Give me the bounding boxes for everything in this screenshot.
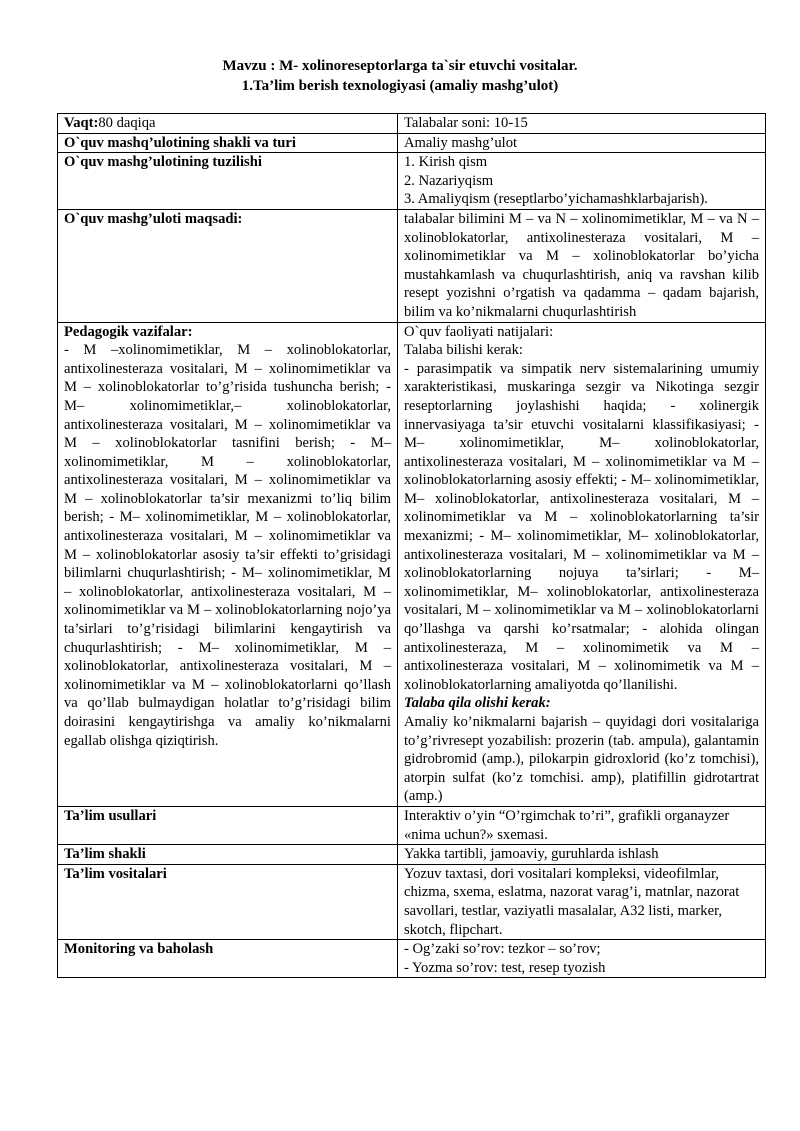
- time-label: Vaqt:: [64, 115, 99, 131]
- student-should-do-title: Talaba qila olishi kerak:: [404, 695, 551, 712]
- student-should-know-text: - parasimpatik va simpatik nerv sistemalarining umumiy xarakteristikasi, muskaringa sezgir va Nikotinga sezgir reseptorlarning joylashishi haqida; - xolinergik innervasiyaga ta’sir etuvchi vositalarni klassifikasiyasi; - M– xolinomimetiklar, M– xolinoblokatorlar, antixolinesteraza vositalari, M – xolinomimetiklar va M – xolinoblokatorlarning asosiy effekti; - M– xolinomimetiklar, M– xolinoblokatorlar, antixolinesteraza vositalari, M – xolinomimetiklar va M – xolinoblokatorlarning ta’sir mexanizmi; - M– xolinomimetiklar, M– xolinoblokatorlar, antixolinesteraza vositalari, M – xolinomimetiklar va M – xolinoblokatorlarning nojuya ta’sirlari; - M– xolinomimetiklar, M– xolinoblokatorlar, antixolinesteraza vositalari, M – xolinomimetiklar va M – xolinoblokatorlarni qo’llashga va qarshi ko’rsatmalar; - alohida olingan antixolinesteraza, M – xolinomimetik va M – antixolinesteraza vositalari, M – xolinomimetik va M – xolinoblokatorlarning amaliyotda qo’llanilishi.: [404, 360, 759, 693]
- list-item: 2. Nazariyqism: [404, 172, 494, 189]
- methods-value: Interaktiv o’yin “O’rgimchak to’ri”, grafikli organayzer «nima uchun?» sxemasi.: [398, 806, 766, 844]
- form-label: O`quv mashq’ulotining shakli va turi: [58, 133, 398, 153]
- goal-label: O`quv mashg’uloti maqsadi:: [58, 209, 398, 322]
- table-row: [58, 806, 766, 844]
- goal-value: talabalar bilimini M – va N – xolinomimetiklar, M – va N – xolinoblokatorlar, antixolinesteraza vositalari, M – xolinomimetiklar va M – xolinoblokatorlar bo’yicha mustahkamlash va chuqurlashtirish, aniq va ravshan kilib resept yozishni o’rgatish va qadamma – qadam bajarish, bilim va ko’nikmalarni chuqurlashtirish: [398, 209, 766, 322]
- table-row: [58, 114, 766, 134]
- structure-value: [398, 153, 766, 210]
- learning-outcomes: [398, 322, 766, 806]
- table-row: [58, 940, 766, 978]
- list-item: 3. Amaliyqism (reseptlarbo’yichamashklarbajarish).: [404, 191, 708, 208]
- methods-label: Ta’lim usullari: [58, 806, 398, 844]
- time-value: 80 daqiqa: [98, 115, 156, 131]
- page-title: Mavzu : M- xolinoreseptorlarga ta`sir etuvchi vositalar.: [222, 58, 578, 74]
- learning-outcomes-title: O`quv faoliyati natijalari:: [404, 323, 554, 340]
- time-cell: [58, 114, 398, 134]
- table-row: [58, 209, 766, 322]
- list-item: 1. Kirish qism: [404, 154, 488, 171]
- form-value: Amaliy mashg’ulot: [398, 133, 766, 153]
- student-should-do-text: Amaliy ko’nikmalarni bajarish – quyidagi dori vositalariga to’g’rivresept yozabilish: prozerin (tab. ampula), galantamin gidrobromid (amp.), pilokarpin gidroxlorid (ko’z tomchisi), atorpin sulfat (ko’z tomchisi. amp), platifillin gidrotartrat (amp.): [404, 714, 759, 805]
- monitoring-value: [398, 940, 766, 978]
- structure-label: O`quv mashg’ulotining tuzilishi: [58, 153, 398, 210]
- lesson-plan-table: [57, 113, 766, 978]
- pedagogical-tasks-title: Pedagogik vazifalar:: [64, 323, 193, 340]
- table-row: [58, 322, 766, 806]
- teaching-form-label: Ta’lim shakli: [58, 845, 398, 865]
- monitoring-label: Monitoring va baholash: [58, 940, 398, 978]
- page-subtitle: 1.Ta’lim berish texnologiyasi (amaliy mashg’ulot): [241, 78, 559, 94]
- tools-value: Yozuv taxtasi, dori vositalari kompleksi, videofilmlar, chizma, sxema, eslatma, nazorat varag’i, matnlar, nazorat savollari, testlar, vaziyatli masalalar, A32 listi, marker, skotch, flipchart.: [398, 864, 766, 939]
- list-item: - Og’zaki so’rov: tezkor – so’rov;: [404, 941, 601, 958]
- table-row: [58, 153, 766, 210]
- teaching-form-value: Yakka tartibli, jamoaviy, guruhlarda ishlash: [398, 845, 766, 865]
- students-count: Talabalar soni: 10-15: [398, 114, 766, 134]
- pedagogical-tasks-text: - M –xolinomimetiklar, M – xolinoblokatorlar, antixolinesteraza vositalari, M – xolinomimetiklar va M – xolinoblokatorlar to’g’risida tushuncha berish; - M– xolinomimetiklar,– xolinoblokatorlar, antixolinesteraza vositalari, M – xolinomimetiklar va M – xolinoblokatorlar tasnifini berish; - M– xolinomimetiklar, M – xolinoblokatorlar, antixolinesteraza vositalari, M – xolinomimetiklar va M – xolinoblokatorlar ta’sir mexanizmi to’liq bilim berish; - M– xolinomimetiklar, M – xolinoblokatorlar, antixolinesteraza vositalari, M – xolinomimetiklar va M – xolinoblokatorlar asosiy ta’sir effekti to’grisidagi bilimlarni chuqurlashtirish; - M– xolinomimetiklar, M – xolinoblokatorlar, antixolinesteraza vositalari, M – xolinomimetiklar va M – xolinoblokatorlarning nojo’ya ta’sirlari to’g’risidagi bilimlarini kengaytirish va chuqurlashtirish; - M– xolinomimetiklar, M – xolinoblokatorlar, antixolinesteraza vositalari, M – xolinomimetiklar va M – xolinoblokatorlarni qo’llash va qo’llab bulmaydigan holatlar to’g’risidagi bilim doirasini kengaytirishga va amaliy ko’nikmalarni egallab olishga qiziqtirish.: [64, 342, 391, 749]
- pedagogical-tasks: [58, 322, 398, 806]
- table-row: [58, 845, 766, 865]
- table-row: [58, 133, 766, 153]
- student-should-know-title: Talaba bilishi kerak:: [404, 342, 523, 359]
- list-item: - Yozma so’rov: test, resep tyozish: [404, 959, 606, 976]
- table-row: [58, 864, 766, 939]
- tools-label: Ta’lim vositalari: [58, 864, 398, 939]
